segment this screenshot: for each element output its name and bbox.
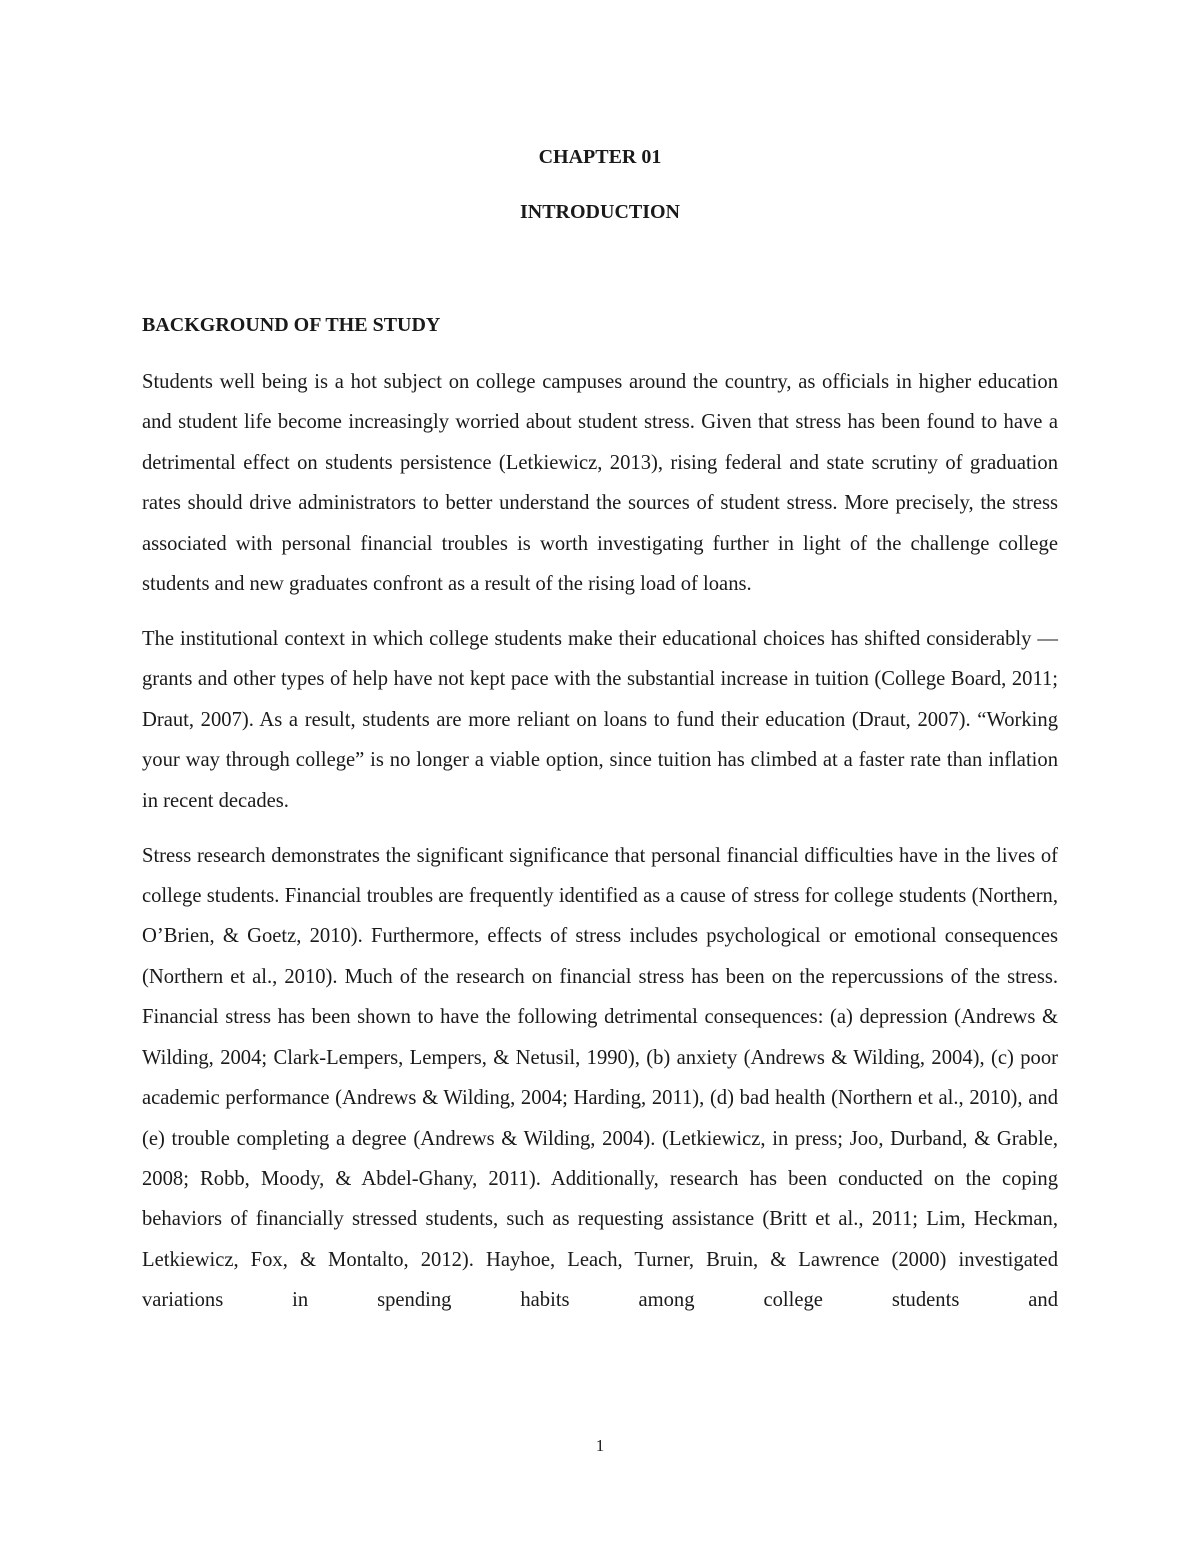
paragraph: The institutional context in which college students make their educational choices has shifted considerably — grants and other types of help have not kept pace with the substantial increase in tuition (College Board, 2011; Draut, 2007). As a result, students are more reliant on loans to fund their education (Draut, 2007). “Working your way through college” is no longer a viable option, since tuition has climbed at a faster rate than inflation in recent decades. — [142, 628, 1058, 812]
chapter-label: CHAPTER 01 — [538, 146, 662, 168]
paragraph: Students well being is a hot subject on college campuses around the country, as officials in higher education and student life become increasingly worried about student stress. Given that stress has been found to have a detrimental effect on students persistence (Letkiewicz, 2013), rising federal and state scrutiny of graduation rates should drive administrators to better understand the sources of student stress. More precisely, the stress associated with personal financial troubles is worth investigating further in light of the challenge college students and new graduates confront as a result of the rising load of loans. — [142, 371, 1058, 596]
chapter-title: INTRODUCTION — [519, 201, 681, 223]
body-text — [142, 362, 1058, 1321]
paragraph: Stress research demonstrates the significant significance that personal financial difficulties have in the lives of college students. Financial troubles are frequently identified as a cause of stress for college students (Northern, O’Brien, & Goetz, 2010). Furthermore, effects of stress includes psychological or emotional consequences (Northern et al., 2010). Much of the research on financial stress has been on the repercussions of the stress. Financial stress has been shown to have the following detrimental consequences: (a) depression (Andrews & Wilding, 2004; Clark-Lempers, Lempers, & Netusil, 1990), (b) anxiety (Andrews & Wilding, 2004), (c) poor academic performance (Andrews & Wilding, 2004; Harding, 2011), (d) bad health (Northern et al., 2010), and (e) trouble completing a degree (Andrews & Wilding, 2004). (Letkiewicz, in press; Joo, Durband, & Grable, 2008; Robb, Moody, & Abdel-Ghany, 2011). Additionally, research has been conducted on the coping behaviors of financially stressed students, such as requesting assistance (Britt et al., 2011; Lim, Heckman, Letkiewicz, Fox, & Montalto, 2012). Hayhoe, Leach, Turner, Bruin, & Lawrence (2000) investigated variations in spending habits among college students and — [142, 844, 1058, 1312]
section-heading: BACKGROUND OF THE STUDY — [142, 314, 441, 336]
page-number: 1 — [595, 1436, 605, 1455]
